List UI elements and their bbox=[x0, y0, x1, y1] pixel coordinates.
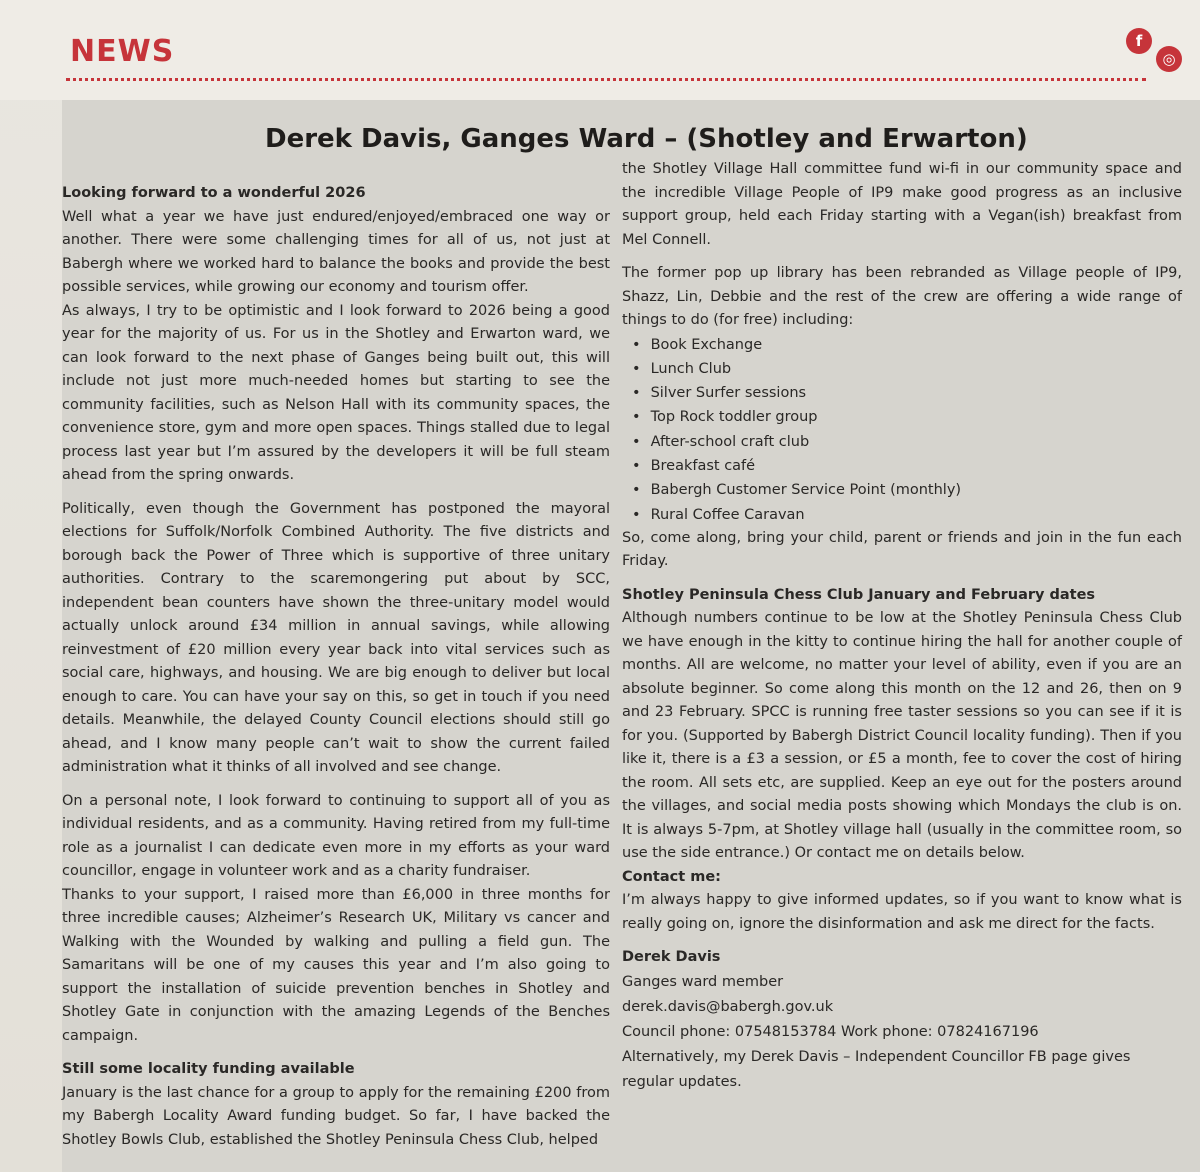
contact-name: Derek Davis bbox=[622, 949, 721, 966]
section-label: NEWS bbox=[70, 34, 175, 69]
list-item: • Rural Coffee Caravan bbox=[632, 503, 1182, 527]
heading-contact: Contact me: bbox=[622, 868, 721, 885]
paragraph: I’m always happy to give informed updates, so if you want to know what is really going on, ignore the disinformation and ask me direct for the facts. bbox=[622, 892, 1182, 932]
list-item: • Lunch Club bbox=[632, 357, 1182, 381]
paragraph: As always, I try to be optimistic and I look forward to 2026 being a good year for the majority of us. For us in the Shotley and Erwarton ward, we can look forward to the next phase of Ganges being built out, this will include not just more much-needed homes but starting to see the community facilities, such as Nelson Hall with its community spaces, the convenience store, gym and more open spaces. Things stalled due to legal process last year but I’m assured by the developers it will be full steam ahead from the spring onwards. bbox=[62, 302, 610, 483]
paragraph: So, come along, bring your child, parent or friends and join in the fun each Friday. bbox=[622, 529, 1182, 570]
paragraph: Well what a year we have just endured/enjoyed/embraced one way or another. There were some challenging times for all of us, not just at Babergh where we worked hard to balance the books and provide the best possible services, while growing our economy and tourism offer. bbox=[62, 208, 610, 295]
contact-role: Ganges ward member bbox=[622, 973, 784, 990]
heading-chess-club: Shotley Peninsula Chess Club January and February dates bbox=[622, 586, 1096, 603]
dotted-divider bbox=[66, 78, 1146, 81]
left-column bbox=[62, 182, 610, 1162]
paragraph: the Shotley Village Hall committee fund wi-fi in our community space and the incredible Village People of IP9 make good progress as an inclusive support group, held each Friday starting with a Vegan(ish) breakfast from Mel Connell. bbox=[622, 161, 1182, 248]
paragraph: The former pop up library has been rebranded as Village people of IP9, Shazz, Lin, Debbie and the rest of the crew are offering a wide range of things to do (for free) including: bbox=[622, 265, 1182, 328]
list-item: • After-school craft club bbox=[632, 430, 1182, 454]
list-item: • Silver Surfer sessions bbox=[632, 381, 1182, 405]
paragraph: January is the last chance for a group to apply for the remaining £200 from my Babergh Locality Award funding budget. So far, I have backed the Shotley Bowls Club, established the Shotley Peninsula Chess Club, helped bbox=[62, 1084, 610, 1148]
instagram-icon: ◎ bbox=[1156, 46, 1182, 72]
page-header bbox=[0, 0, 1200, 100]
activities-list bbox=[622, 333, 1182, 527]
paragraph: Politically, even though the Government has postponed the mayoral elections for Suffolk/Norfolk Combined Authority. The five districts and borough back the Power of Three which is supportive of three unitary authorities. Contrary to the scaremongering put about by SCC, independent bean counters have shown the three-unitary model would actually unlock around £34 million in annual savings, while allowing reinvestment of £20 million every year back into vital services such as social care, highways, and housing. We are big enough to deliver but local enough to care. You can have your say on this, so get in touch if you need details. Meanwhile, the delayed County Council elections should still go ahead, and I know many people can’t wait to show the current failed administration what it thinks of all involved and see change. bbox=[62, 500, 610, 775]
right-column bbox=[622, 158, 1182, 1095]
facebook-icon: f bbox=[1126, 28, 1152, 54]
paragraph: Although numbers continue to be low at the Shotley Peninsula Chess Club we have enough in the kitty to continue hiring the hall for another couple of months. All are welcome, no matter your level of ability, even if you are an absolute beginner. So come along this month on the 12 and 26, then on 9 and 23 February. SPCC is running free taster sessions so you can see if it is for you. (Supported by Babergh District Council locality funding). Then if you like it, there is a £3 a session, or £5 a month, fee to cover the cost of hiring the room. All sets etc, are supplied. Keep an eye out for the posters around the villages, and social media posts showing which Mondays the club is on. It is always 5-7pm, at Shotley village hall (usually in the committee room, so use the side entrance.) Or contact me on details below. bbox=[622, 610, 1182, 862]
list-item: • Book Exchange bbox=[632, 333, 1182, 357]
contact-facebook: Alternatively, my Derek Davis – Independent Councillor FB page gives regular updates. bbox=[622, 1048, 1131, 1090]
list-item: • Top Rock toddler group bbox=[632, 405, 1182, 429]
contact-email: derek.davis@babergh.gov.uk bbox=[622, 998, 834, 1015]
paragraph: On a personal note, I look forward to continuing to support all of you as individual residents, and as a community. Having retired from my full-time role as a journalist I can dedicate even more in my efforts as your ward councillor, engage in volunteer work and as a charity fundraiser. bbox=[62, 792, 610, 879]
list-item: • Breakfast café bbox=[632, 454, 1182, 478]
heading-looking-forward: Looking forward to a wonderful 2026 bbox=[62, 185, 366, 201]
heading-locality-funding: Still some locality funding available bbox=[62, 1061, 355, 1077]
list-item: • Babergh Customer Service Point (monthly) bbox=[632, 478, 1182, 502]
article-title: Derek Davis, Ganges Ward – (Shotley and Erwarton) bbox=[265, 124, 1028, 154]
contact-phones: Council phone: 07548153784 Work phone: 07824167196 bbox=[622, 1023, 1039, 1040]
paragraph: Thanks to your support, I raised more than £6,000 in three months for three incredible causes; Alzheimer’s Research UK, Military vs cancer and Walking with the Wounded by walking and pulling a field gun. The Samaritans will be one of my causes this year and I’m also going to support the installation of suicide prevention benches in Shotley and Shotley Gate in conjunction with the amazing Legends of the Benches campaign. bbox=[62, 886, 610, 1044]
